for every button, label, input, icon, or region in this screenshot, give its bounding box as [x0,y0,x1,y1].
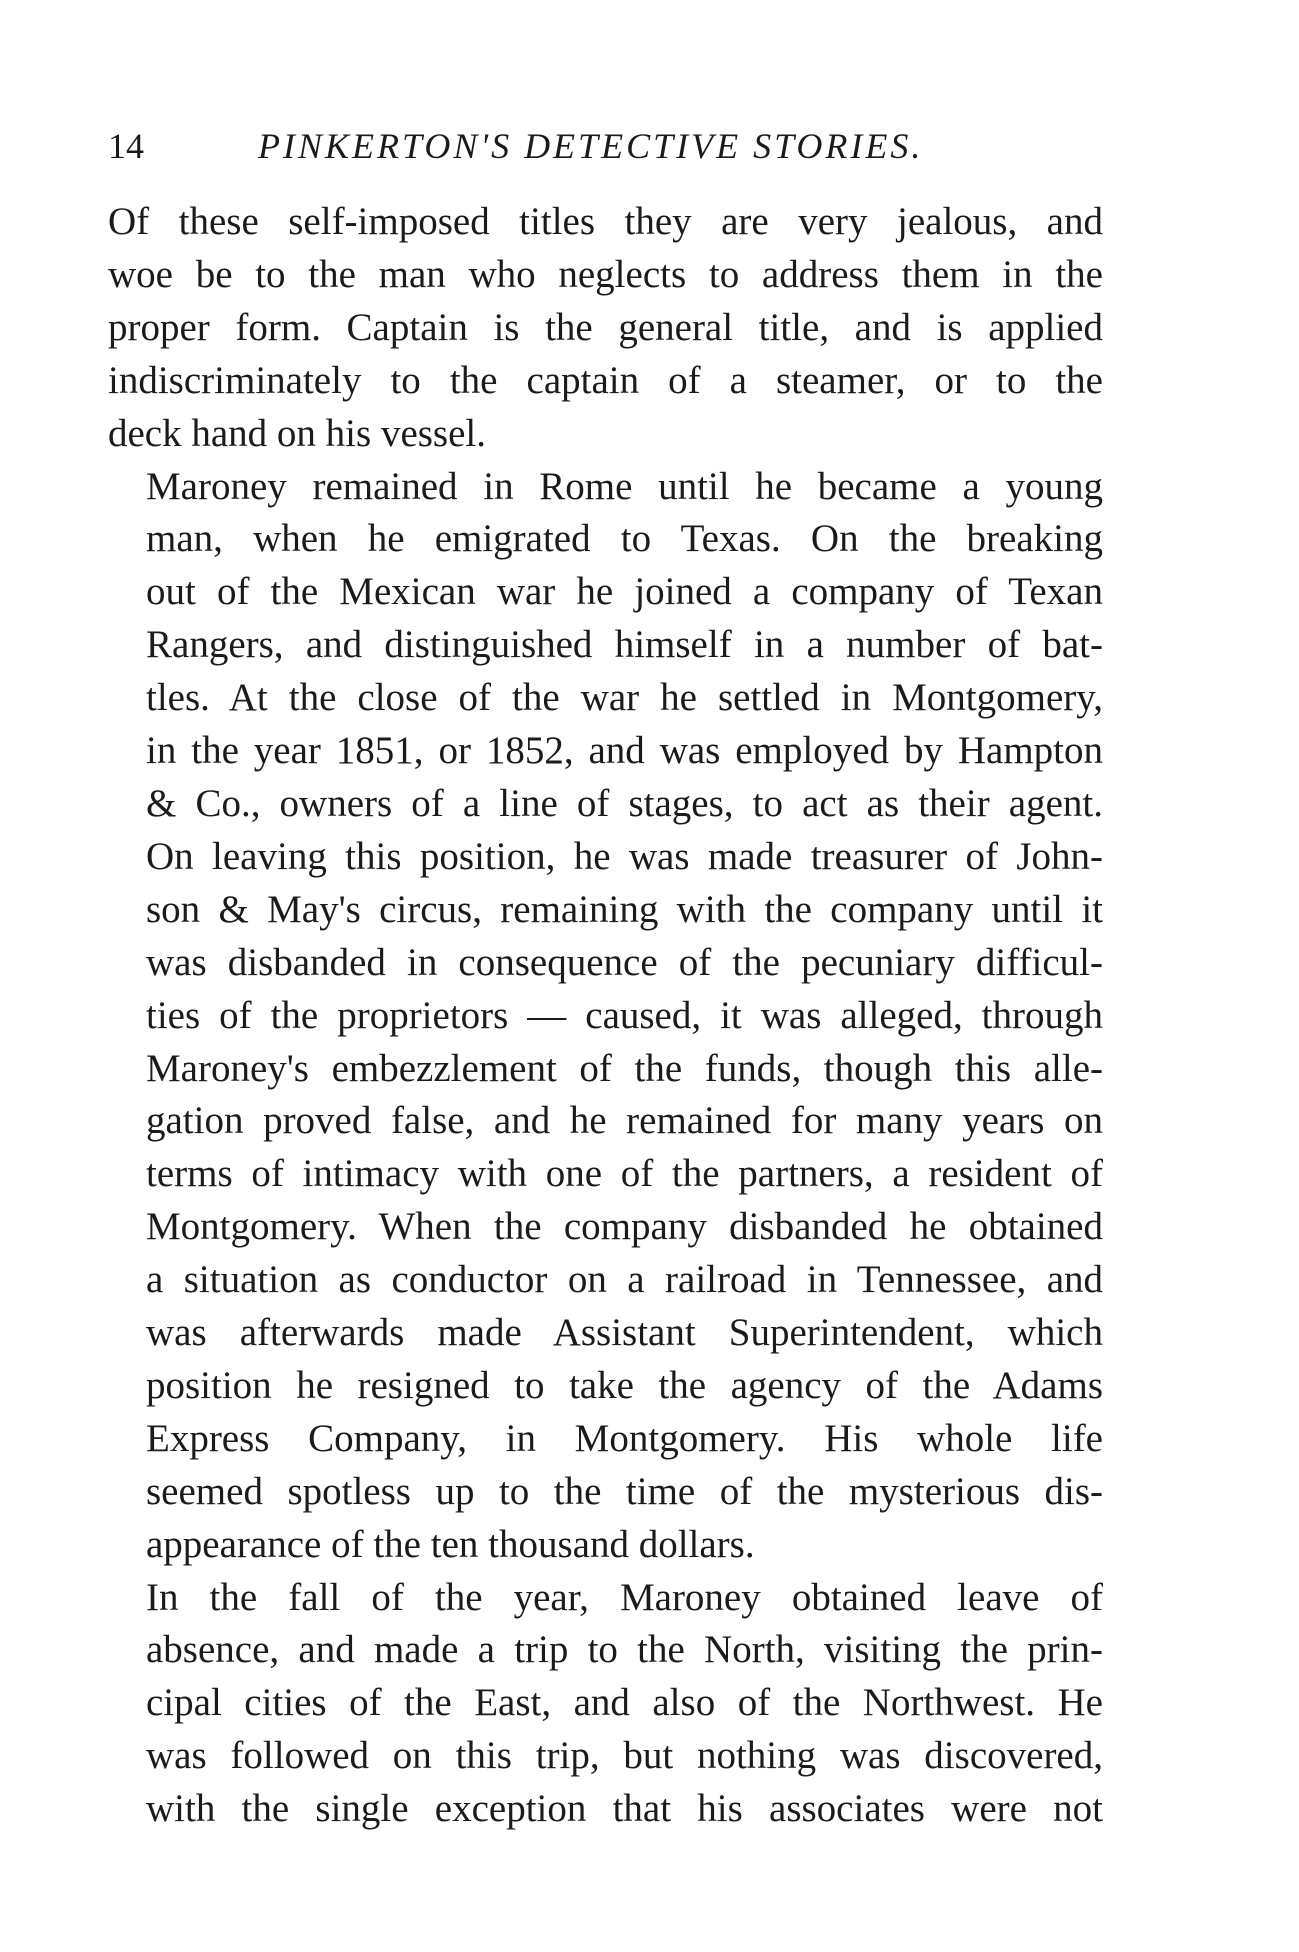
text-line: was followed on this trip, but nothing was discovered, [146,1734,1103,1778]
text-line: terms of intimacy with one of the partners, a resident of [146,1152,1103,1196]
text-line: indiscriminately to the captain of a steamer, or to the [108,358,1103,402]
page-number: 14 [108,126,144,166]
text-line: Maroney's embezzlement of the funds, though this alle- [146,1046,1103,1090]
text-line: cipal cities of the East, and also of the Northwest. He [146,1681,1103,1725]
text-line: Express Company, in Montgomery. His whole life [146,1416,1103,1460]
paragraph-1 [108,196,1103,461]
paragraph-2 [108,461,1103,1572]
text-line: seemed spotless up to the time of the mysterious dis- [146,1469,1103,1513]
text-line: gation proved false, and he remained for many years on [146,1099,1103,1143]
text-line: Maroney remained in Rome until he became a young [146,464,1103,508]
text-line: with the single exception that his associates were not [146,1787,1103,1831]
text-line: was afterwards made Assistant Superintendent, which [146,1311,1103,1355]
text-line: proper form. Captain is the general title, and is applied [108,305,1103,349]
text-line: Rangers, and distinguished himself in a number of bat- [146,623,1103,667]
text-line: deck hand on his vessel. [108,411,487,455]
text-line: appearance of the ten thousand dollars. [146,1522,755,1566]
text-line: out of the Mexican war he joined a company of Texan [146,570,1103,614]
text-line: Montgomery. When the company disbanded he obtained [146,1205,1103,1249]
text-line: woe be to the man who neglects to address them in the [108,252,1103,296]
running-head [108,122,1068,170]
text-line: In the fall of the year, Maroney obtained leave of [146,1575,1103,1619]
text-line: was disbanded in consequence of the pecuniary difficul- [146,940,1103,984]
text-line: Of these self-imposed titles they are very jealous, and [108,200,1103,243]
text-line: in the year 1851, or 1852, and was employed by Hampton [146,729,1103,773]
text-line: ties of the proprietors — caused, it was alleged, through [146,993,1103,1037]
text-line: & Co., owners of a line of stages, to act as their agent. [146,781,1103,825]
text-line: On leaving this position, he was made treasurer of John- [146,834,1103,878]
body-text [108,196,1103,1836]
text-line: a situation as conductor on a railroad in Tennessee, and [146,1258,1103,1302]
running-head-title: PINKERTON'S DETECTIVE STORIES. [258,126,924,166]
text-line: tles. At the close of the war he settled in Montgomery, [146,676,1103,720]
text-line: position he resigned to take the agency of the Adams [146,1363,1103,1407]
paragraph-3 [108,1572,1103,1837]
text-line: absence, and made a trip to the North, visiting the prin- [146,1628,1103,1672]
text-line: man, when he emigrated to Texas. On the breaking [146,517,1103,561]
text-line: son & May's circus, remaining with the company until it [146,887,1103,931]
